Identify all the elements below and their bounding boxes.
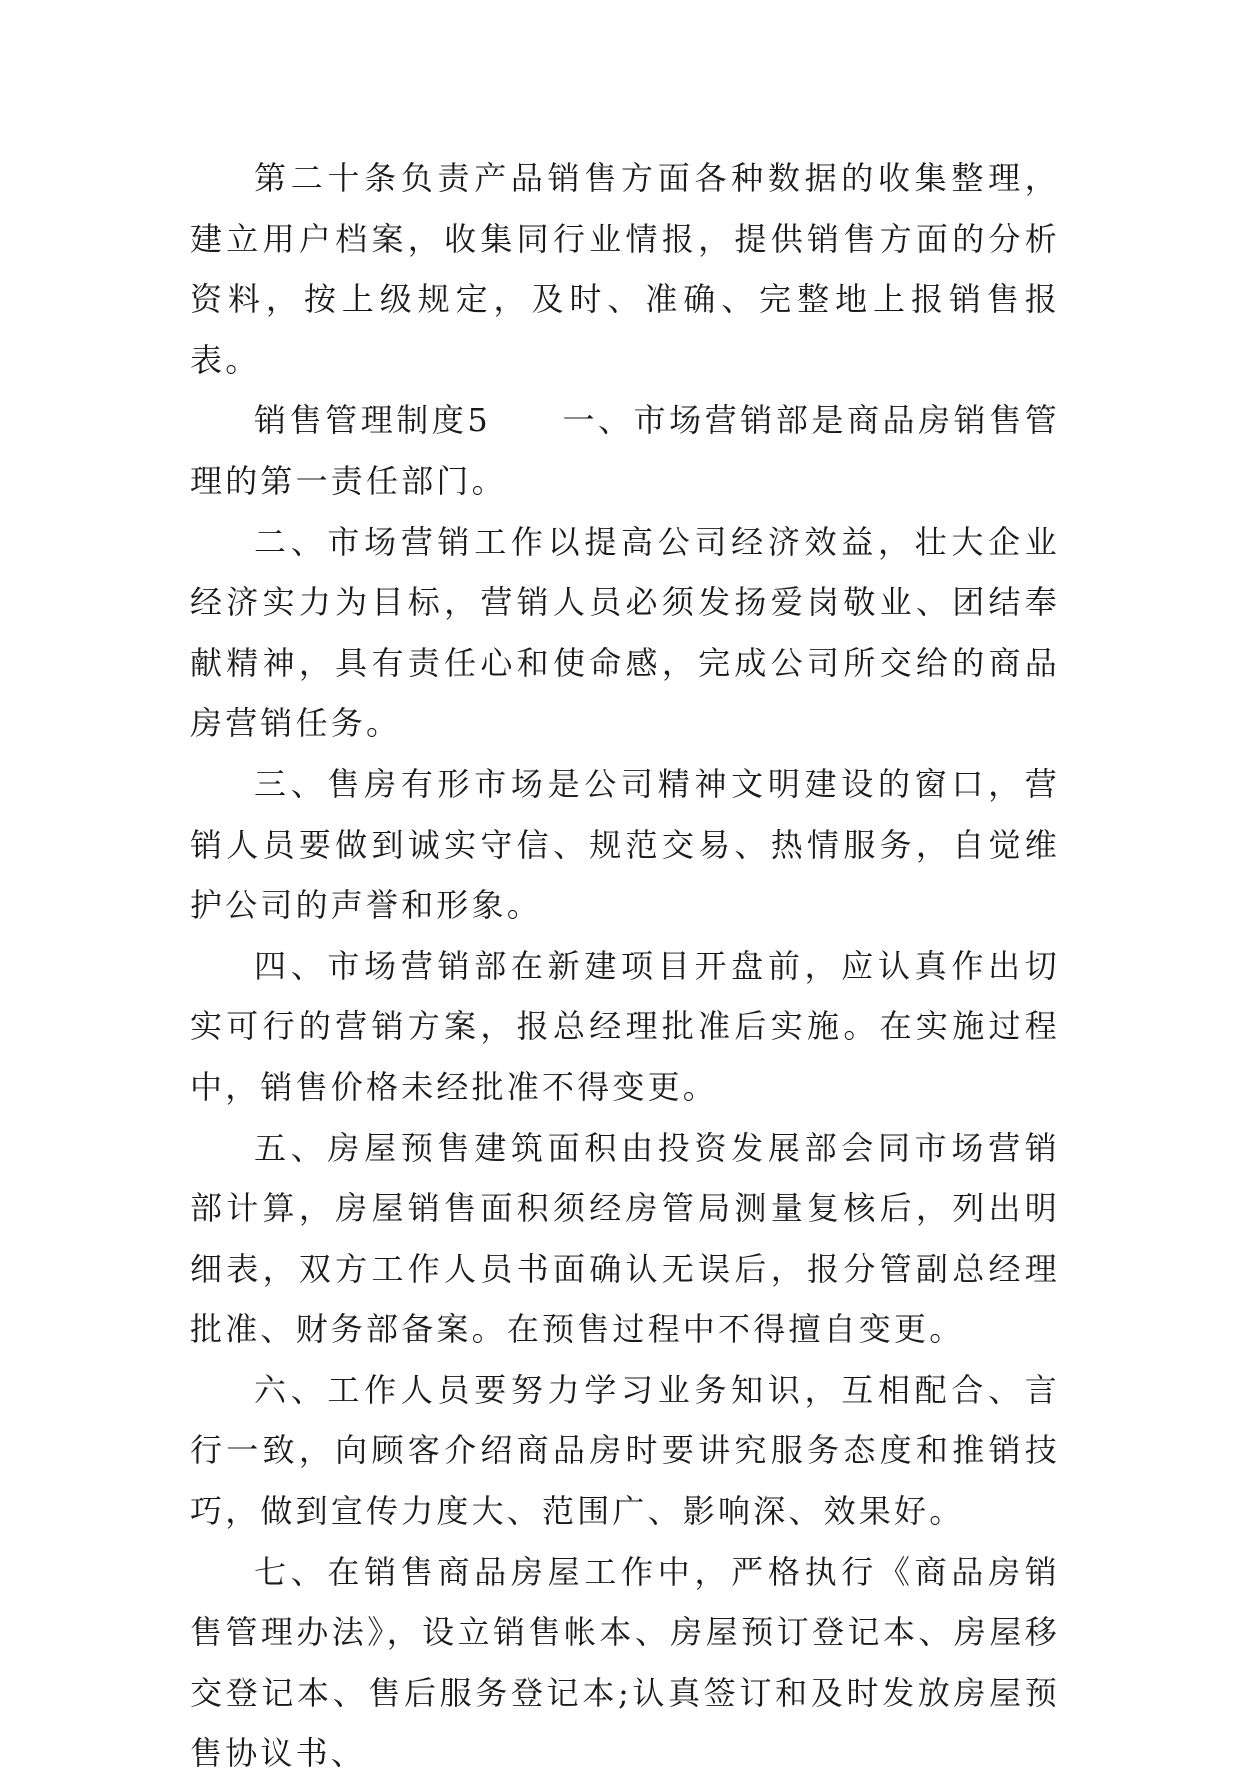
paragraph-system-5-item-1: 销售管理制度5 一、市场营销部是商品房销售管理的第一责任部门。 (190, 401, 1060, 500)
paragraph-item-5: 五、房屋预售建筑面积由投资发展部会同市场营销部计算，房屋销售面积须经房管局测量复核后，列出明细表，双方工作人员书面确认无误后，报分管副总经理批准、财务部备案。在预售过程中不得擅自变更。 (190, 1128, 1060, 1349)
paragraph-item-3: 三、售房有形市场是公司精神文明建设的窗口，营销人员要做到诚实守信、规范交易、热情服务，自觉维护公司的声誉和形象。 (190, 764, 1060, 925)
document-page (190, 148, 1060, 1784)
paragraph-item-2: 二、市场营销工作以提高公司经济效益，壮大企业经济实力为目标，营销人员必须发扬爱岗敬业、团结奉献精神，具有责任心和使命感，完成公司所交给的商品房营销任务。 (190, 522, 1060, 743)
paragraph-item-7: 七、在销售商品房屋工作中，严格执行《商品房销售管理办法》，设立销售帐本、房屋预订登记本、房屋移交登记本、售后服务登记本;认真签订和及时发放房屋预售协议书、 (190, 1552, 1060, 1773)
paragraph-article-20: 第二十条负责产品销售方面各种数据的收集整理，建立用户档案，收集同行业情报，提供销售方面的分析资料，按上级规定，及时、准确、完整地上报销售报表。 (190, 159, 1060, 379)
paragraph-item-6: 六、工作人员要努力学习业务知识，互相配合、言行一致，向顾客介绍商品房时要讲究服务态度和推销技巧，做到宣传力度大、范围广、影响深、效果好。 (190, 1370, 1060, 1531)
paragraph-item-4: 四、市场营销部在新建项目开盘前，应认真作出切实可行的营销方案，报总经理批准后实施。在实施过程中，销售价格未经批准不得变更。 (190, 946, 1060, 1106)
